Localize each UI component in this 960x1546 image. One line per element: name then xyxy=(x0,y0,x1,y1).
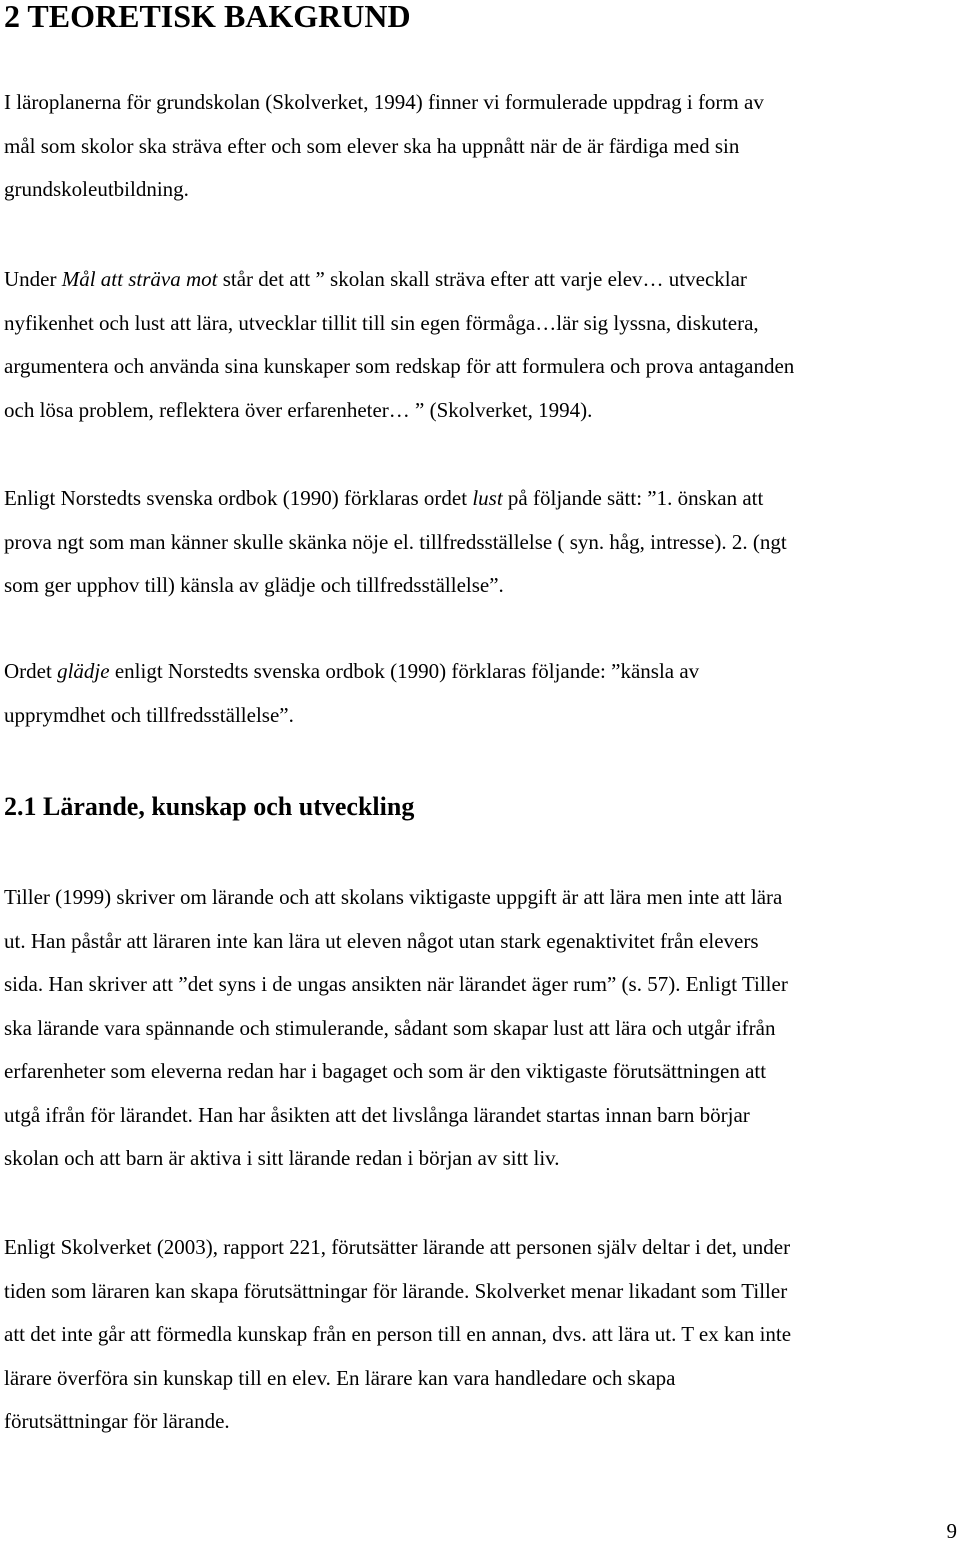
italic-term: lust xyxy=(472,486,503,510)
text-line: nyfikenhet och lust att lära, utvecklar tillit till sin egen förmåga…lär sig lyssna, diskutera, xyxy=(4,310,759,335)
paragraph-intro xyxy=(4,81,764,212)
text-line: I läroplanerna för grundskolan (Skolverket, 1994) finner vi formulerade uppdrag i form av xyxy=(4,90,764,114)
text-run: Ordet xyxy=(4,659,58,683)
text-line xyxy=(4,258,794,302)
italic-term: glädje xyxy=(57,659,110,683)
text-line: grundskoleutbildning. xyxy=(4,177,189,201)
paragraph-definition-lust xyxy=(4,477,787,608)
text-line: Tiller (1999) skriver om lärande och att skolans viktigaste uppgift är att lära men inte att lära xyxy=(4,885,783,909)
text-line: förutsättningar för lärande. xyxy=(4,1409,230,1433)
page-number: 9 xyxy=(946,1519,957,1543)
text-run: Under xyxy=(4,267,62,291)
text-line: lärare överföra sin kunskap till en elev. En lärare kan vara handledare och skapa xyxy=(4,1365,676,1390)
text-line: att det inte går att förmedla kunskap från en person till en annan, dvs. att lära ut. T ex kan inte xyxy=(4,1322,792,1346)
paragraph-quote-curriculum xyxy=(4,258,794,432)
text-run: Enligt Norstedts svenska ordbok (1990) förklaras ordet xyxy=(4,486,473,510)
paragraph-tiller xyxy=(4,876,788,1181)
subsection-heading: 2.1 Lärande, kunskap och utveckling xyxy=(4,792,415,821)
text-line: utgå ifrån för lärandet. Han har åsikten att det livslånga lärandet startas innan barn börjar xyxy=(4,1102,750,1127)
text-line: ska lärande vara spännande och stimulerande, sådant som skapar lust att lära och utgår ifrån xyxy=(4,1015,776,1040)
italic-term: Mål att sträva mot xyxy=(61,267,218,291)
text-line: tiden som läraren kan skapa förutsättningar för lärande. Skolverket menar likadant som Tiller xyxy=(4,1278,788,1303)
section-heading: 2 TEORETISK BAKGRUND xyxy=(4,0,411,34)
text-line xyxy=(4,650,699,694)
text-line: sida. Han skriver att ”det syns i de ungas ansikten när lärandet äger rum” (s. 57). Enligt Tiller xyxy=(4,972,788,996)
text-line: prova ngt som man känner skulle skänka nöje el. tillfredsställelse ( syn. håg, intresse). 2. (ngt xyxy=(4,529,787,554)
text-line: och lösa problem, reflektera över erfarenheter… ” (Skolverket, 1994). xyxy=(4,397,593,422)
text-line xyxy=(4,477,787,521)
text-line: Enligt Skolverket (2003), rapport 221, förutsätter lärande att personen själv deltar i det, under xyxy=(4,1235,791,1259)
text-line: mål som skolor ska sträva efter och som elever ska ha uppnått när de är färdiga med sin xyxy=(4,133,740,158)
text-line: som ger upphov till) känsla av glädje och tillfredsställelse”. xyxy=(4,573,504,597)
paragraph-skolverket xyxy=(4,1226,791,1444)
paragraph-definition-gladje xyxy=(4,650,699,737)
text-run: står det att ” skolan skall sträva efter att varje elev… utvecklar xyxy=(217,267,747,291)
text-run: enligt Norstedts svenska ordbok (1990) förklaras följande: ”känsla av xyxy=(109,659,700,683)
text-line: upprymdhet och tillfredsställelse”. xyxy=(4,702,294,727)
text-line: argumentera och använda sina kunskaper som redskap för att formulera och prova antaganden xyxy=(4,354,795,378)
text-line: erfarenheter som eleverna redan har i bagaget och som är den viktigaste förutsättningen att xyxy=(4,1059,767,1083)
text-line: skolan och att barn är aktiva i sitt lärande redan i början av sitt liv. xyxy=(4,1146,560,1170)
text-run: på följande sätt: ”1. önskan att xyxy=(502,486,764,510)
text-line: ut. Han påstår att läraren inte kan lära ut eleven något utan stark egenaktivitet från elevers xyxy=(4,928,759,953)
